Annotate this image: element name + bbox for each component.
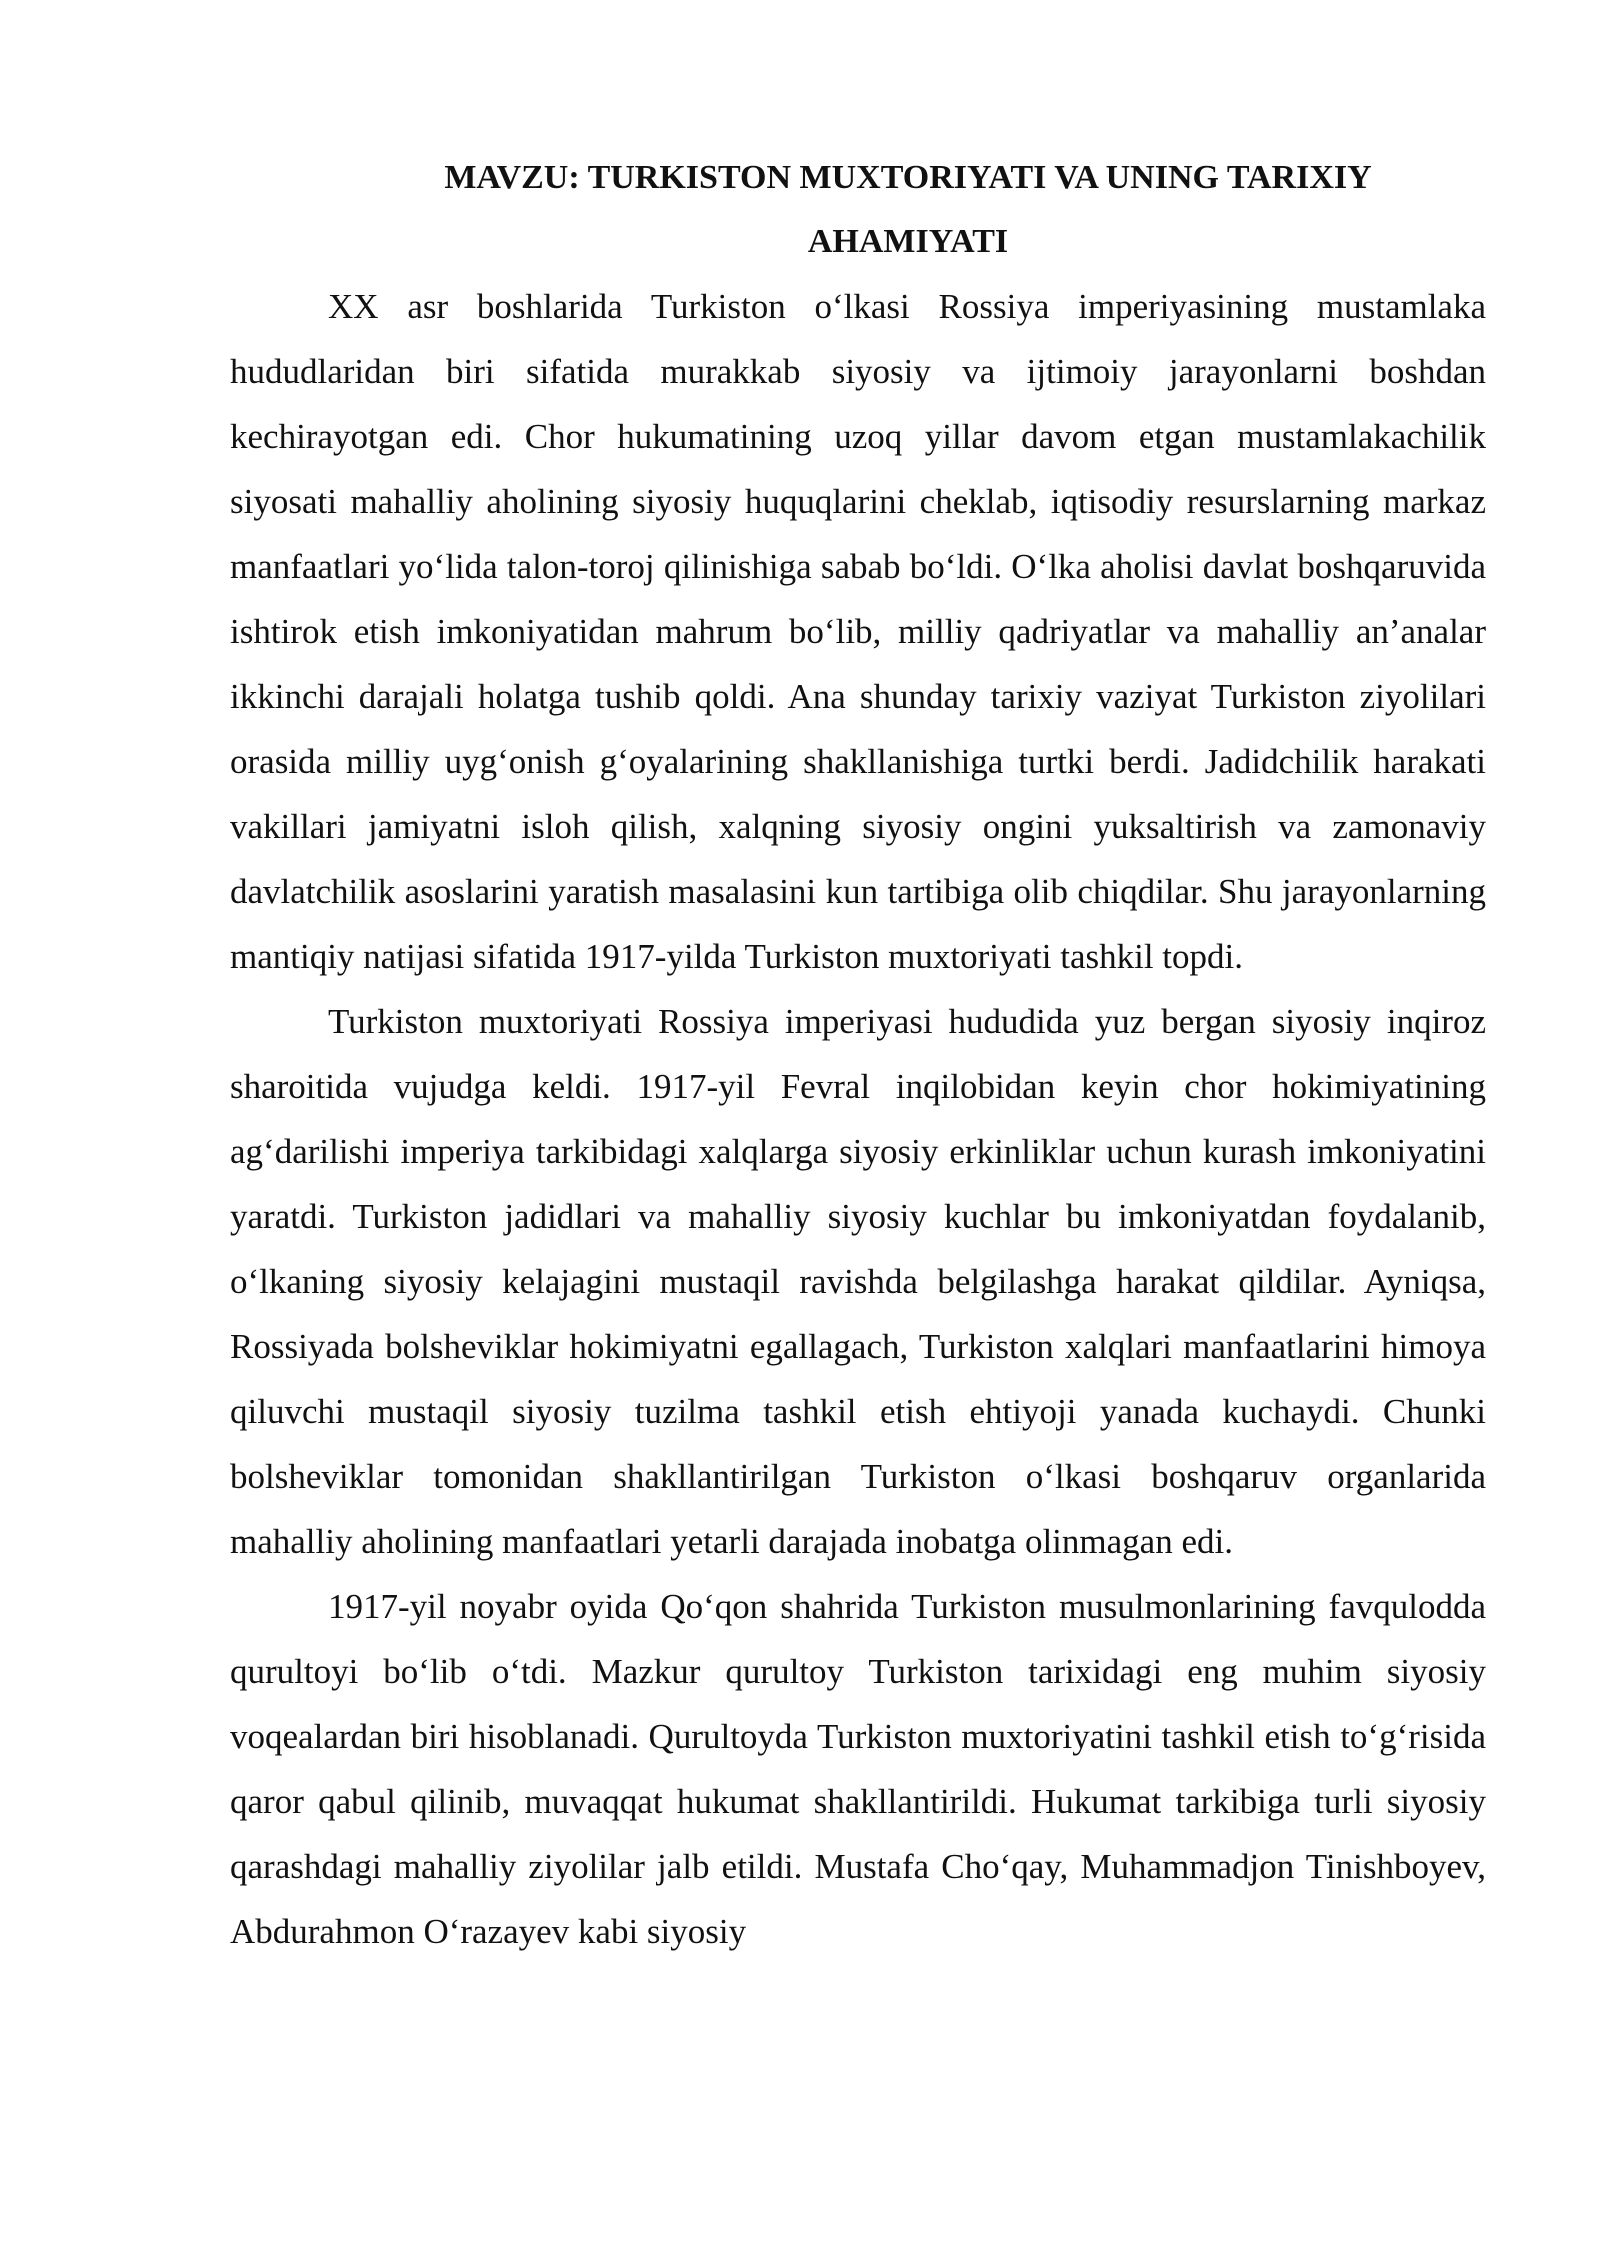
paragraph: 1917-yil noyabr oyida Qo‘qon shahrida Turkiston musulmonlarining favqulodda qurultoyi bo‘lib o‘tdi. Mazkur qurultoy Turkiston tarixidagi eng muhim siyosiy voqealardan biri hisoblanadi. Qurultoyda Turkiston muxtoriyatini tashkil etish to‘g‘risida qaror qabul qilinib, muvaqqat hukumat shakllantirildi. Hukumat tarkibiga turli siyosiy qarashdagi mahalliy ziyolilar jalb etildi. Mustafa Cho‘qay, Muhammadjon Tinishboyev, Abdurahmon O‘razayev kabi siyosiy: [230, 1587, 1486, 1951]
title-line: MAVZU: TURKISTON MUXTORIYATI VA UNING TARIXIY: [444, 159, 1372, 196]
paragraph: Turkiston muxtoriyati Rossiya imperiyasi hududida yuz bergan siyosiy inqiroz sharoitida vujudga keldi. 1917-yil Fevral inqilobidan keyin chor hokimiyatining ag‘darilishi imperiya tarkibidagi xalqlarga siyosiy erkinliklar uchun kurash imkoniyatini yaratdi. Turkiston jadidlari va mahalliy siyosiy kuchlar bu imkoniyatdan foydalanib, o‘lkaning siyosiy kelajagini mustaqil ravishda belgilashga harakat qildilar. Ayniqsa, Rossiyada bolsheviklar hokimiyatni egallagach, Turkiston xalqlari manfaatlarini himoya qiluvchi mustaqil siyosiy tuzilma tashkil etish ehtiyoji yanada kuchaydi. Chunki bolsheviklar tomonidan shakllantirilgan Turkiston o‘lkasi boshqaruv organlarida mahalliy aholining manfaatlari yetarli darajada inobatga olinmagan edi.: [230, 1002, 1486, 1561]
paragraph: XX asr boshlarida Turkiston o‘lkasi Rossiya imperiyasining mustamlaka hududlaridan biri sifatida murakkab siyosiy va ijtimoiy jarayonlarni boshdan kechirayotgan edi. Chor hukumatining uzoq yillar davom etgan mustamlakachilik siyosati mahalliy aholining siyosiy huquqlarini cheklab, iqtisodiy resurslarning markaz manfaatlari yo‘lida talon-toroj qilinishiga sabab bo‘ldi. O‘lka aholisi davlat boshqaruvida ishtirok etish imkoniyatidan mahrum bo‘lib, milliy qadriyatlar va mahalliy an’analar ikkinchi darajali holatga tushib qoldi. Ana shunday tarixiy vaziyat Turkiston ziyolilari orasida milliy uyg‘onish g‘oyalarining shakllanishiga turtki berdi. Jadidchilik harakati vakillari jamiyatni isloh qilish, xalqning siyosiy ongini yuksaltirish va zamonaviy davlatchilik asoslarini yaratish masalasini kun tartibiga olib chiqdilar. Shu jarayonlarning mantiqiy natijasi sifatida 1917-yilda Turkiston muxtoriyati tashkil topdi.: [230, 287, 1486, 976]
document-title: [230, 146, 1486, 274]
title-line: AHAMIYATI: [807, 223, 1009, 260]
document-body: [230, 146, 1486, 1964]
